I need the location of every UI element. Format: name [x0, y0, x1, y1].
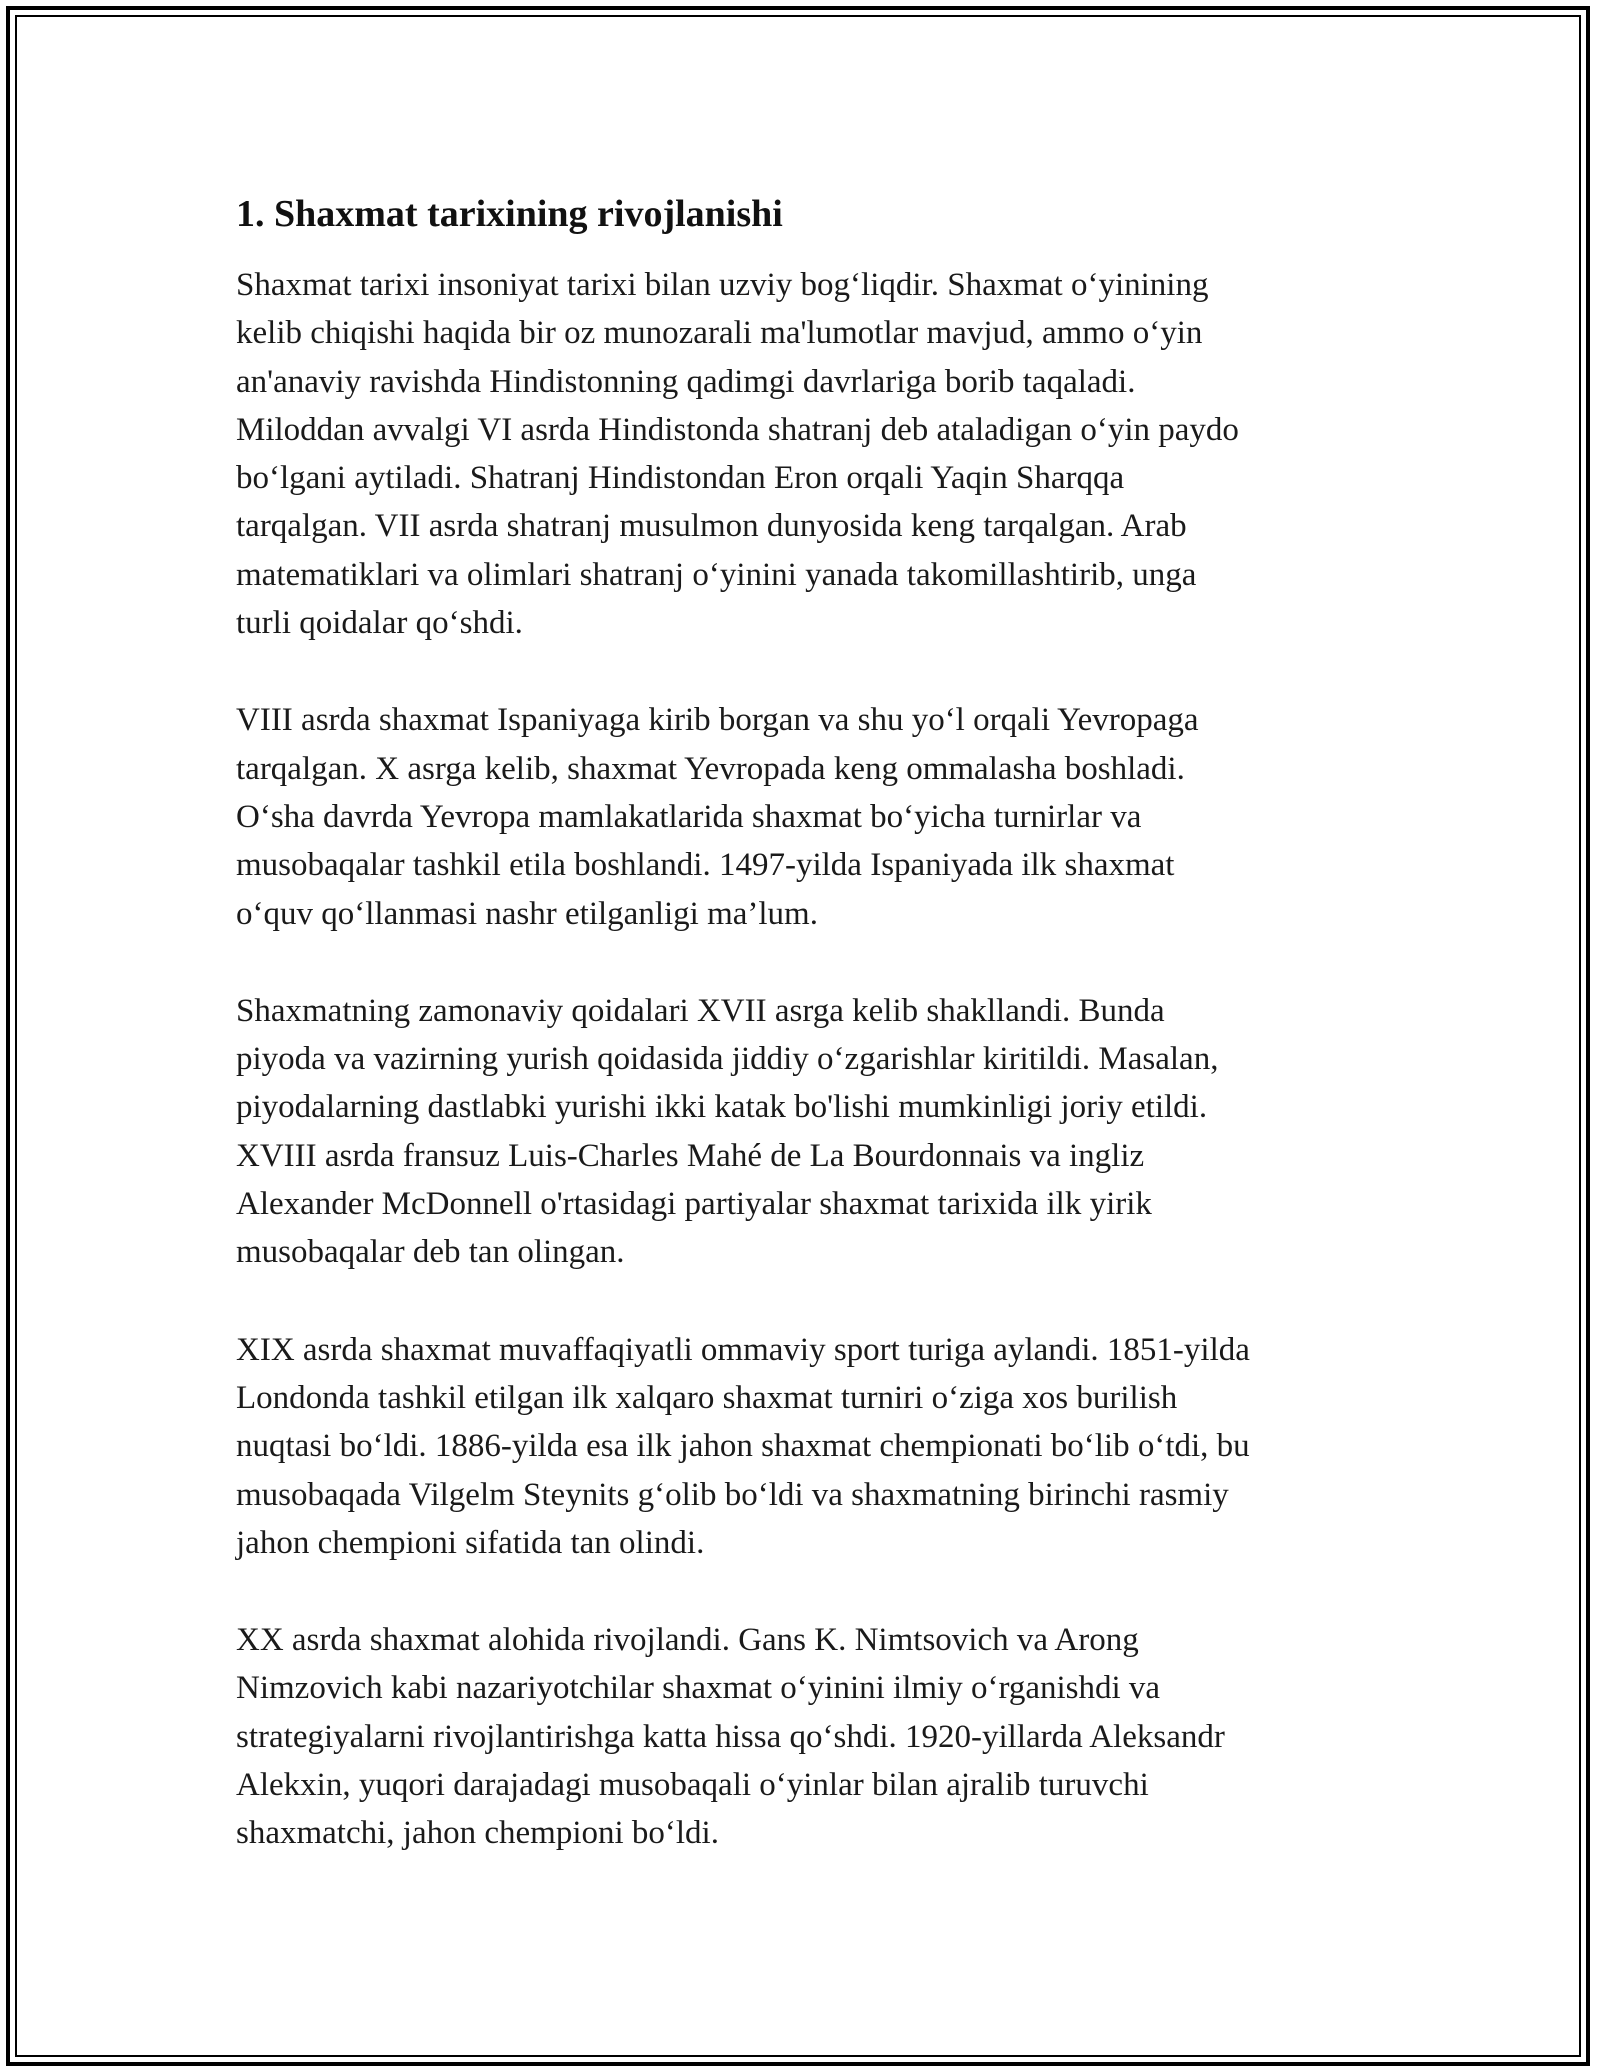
paragraph-line: Shaxmatning zamonaviy qoidalari XVII asrga kelib shakllandi. Bunda [236, 992, 1165, 1029]
paragraph-line: Nimzovich kabi nazariyotchilar shaxmat o‘yinini ilmiy o‘rganishdi va [236, 1670, 1161, 1707]
paragraph-line: jahon chempioni sifatida tan olindi. [236, 1524, 705, 1561]
paragraph-line: nuqtasi bo‘ldi. 1886-yilda esa ilk jahon shaxmat chempionati bo‘lib o‘tdi, bu [236, 1428, 1250, 1465]
paragraph-line: Alekxin, yuqori darajadagi musobaqali o‘yinlar bilan ajralib turuvchi [236, 1767, 1149, 1804]
paragraph-line: strategiyalarni rivojlantirishga katta hissa qo‘shdi. 1920-yillarda Aleksandr [236, 1718, 1225, 1755]
paragraph-line: tarqalgan. VII asrda shatranj musulmon dunyosida keng tarqalgan. Arab [236, 508, 1187, 545]
paragraph-line: kelib chiqishi haqida bir oz munozarali ma'lumotlar mavjud, ammo o‘yin [236, 315, 1203, 352]
paragraph-line: Shaxmat tarixi insoniyat tarixi bilan uzviy bog‘liqdir. Shaxmat o‘yinining [236, 267, 1209, 303]
paragraph-1 [236, 261, 1376, 647]
paragraph-line: O‘sha davrda Yevropa mamlakatlarida shaxmat bo‘yicha turnirlar va [236, 798, 1142, 835]
paragraph-4 [236, 1326, 1376, 1567]
section-heading: 1. Shaxmat tarixining rivojlanishi [236, 193, 783, 235]
paragraph-line: VIII asrda shaxmat Ispaniyaga kirib borgan va shu yo‘l orqali Yevropaga [236, 702, 1199, 739]
paragraph-line: piyoda va vazirning yurish qoidasida jiddiy o‘zgarishlar kiritildi. Masalan, [236, 1041, 1219, 1078]
paragraph-3 [236, 987, 1376, 1277]
paragraph-line: shaxmatchi, jahon chempioni bo‘ldi. [236, 1815, 719, 1852]
paragraph-line: tarqalgan. X asrga kelib, shaxmat Yevropada keng ommalasha boshladi. [236, 750, 1185, 787]
paragraph-line: XIX asrda shaxmat muvaffaqiyatli ommaviy sport turiga aylandi. 1851-yilda [236, 1331, 1250, 1368]
paragraph-line: bo‘lgani aytiladi. Shatranj Hindistondan Eron orqali Yaqin Sharqqa [236, 460, 1125, 497]
paragraph-line: piyodalarning dastlabki yurishi ikki katak bo'lishi mumkinligi joriy etildi. [236, 1089, 1208, 1126]
paragraph-line: XVIII asrda fransuz Luis-Charles Mahé de La Bourdonnais va ingliz [236, 1137, 1145, 1174]
paragraph-line: Miloddan avvalgi VI asrda Hindistonda shatranj deb ataladigan o‘yin paydo [236, 411, 1239, 448]
paragraph-line: Alexander McDonnell o'rtasidagi partiyalar shaxmat tarixida ilk yirik [236, 1186, 1152, 1223]
paragraph-line: an'anaviy ravishda Hindistonning qadimgi davrlariga borib taqaladi. [236, 363, 1136, 400]
paragraph-line: musobaqalar deb tan olingan. [236, 1234, 625, 1271]
paragraph-line: Londonda tashkil etilgan ilk xalqaro shaxmat turniri o‘ziga xos burilish [236, 1379, 1178, 1416]
paragraph-line: musobaqada Vilgelm Steynits g‘olib bo‘ldi va shaxmatning birinchi rasmiy [236, 1476, 1229, 1513]
document-body [236, 190, 1376, 1907]
paragraph-line: musobaqalar tashkil etila boshlandi. 1497-yilda Ispaniyada ilk shaxmat [236, 847, 1175, 884]
paragraph-2 [236, 696, 1376, 937]
paragraph-line: turli qoidalar qo‘shdi. [236, 605, 523, 642]
paragraph-line: o‘quv qo‘llanmasi nashr etilganligi ma’lum. [236, 895, 818, 932]
paragraph-5 [236, 1616, 1376, 1857]
paragraph-line: matematiklari va olimlari shatranj o‘yinini yanada takomillashtirib, unga [236, 556, 1197, 593]
paragraph-line: XX asrda shaxmat alohida rivojlandi. Gans K. Nimtsovich va Arong [236, 1622, 1139, 1659]
